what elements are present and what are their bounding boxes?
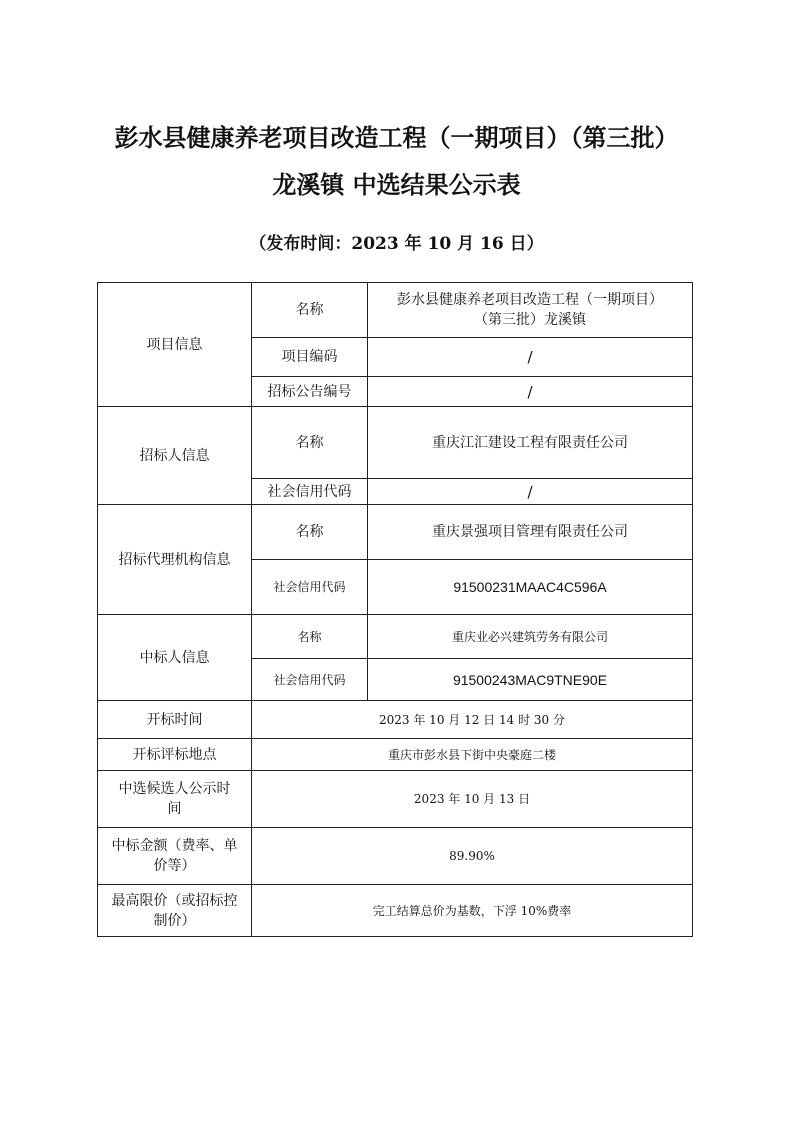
section-agency: 招标代理机构信息 — [98, 505, 252, 615]
project-name-line1: 彭水县健康养老项目改造工程（一期项目） — [397, 292, 663, 308]
table-row — [98, 407, 693, 479]
open-time-value: 2023 年 10 月 12 日 14 时 30 分 — [252, 701, 693, 739]
table-row — [98, 701, 693, 739]
project-name-label: 名称 — [252, 283, 368, 338]
agency-name-value: 重庆景强项目管理有限责任公司 — [368, 505, 693, 560]
price-limit-value: 完工结算总价为基数，下浮 10%费率 — [252, 885, 693, 937]
amount-label-line1: 中标金额（费率、单 — [111, 838, 238, 854]
table-row — [98, 505, 693, 560]
section-tenderer: 招标人信息 — [98, 407, 252, 505]
agency-credit-value: 91500231MAAC4C596A — [368, 560, 693, 615]
project-code-value: / — [368, 338, 693, 377]
notice-number-label: 招标公告编号 — [252, 377, 368, 407]
section-project-info: 项目信息 — [98, 283, 252, 407]
table-row — [98, 739, 693, 771]
publicity-time-label — [98, 771, 252, 828]
publish-date: （发布时间：2023 年 10 月 16 日） — [249, 234, 544, 254]
winner-name-value: 重庆业必兴建筑劳务有限公司 — [368, 615, 693, 659]
tenderer-credit-label: 社会信用代码 — [252, 479, 368, 505]
limit-label-line2: 制价） — [153, 912, 196, 929]
table-row — [98, 771, 693, 828]
project-name-line2: （第三批）龙溪镇 — [474, 312, 586, 328]
agency-credit-label: 社会信用代码 — [252, 560, 368, 615]
amount-label-line2: 价等） — [153, 858, 196, 874]
publicity-time-value: 2023 年 10 月 13 日 — [252, 771, 693, 828]
section-winner: 中标人信息 — [98, 615, 252, 701]
tenderer-name-label: 名称 — [252, 407, 368, 479]
result-table — [97, 282, 693, 937]
price-limit-label — [98, 885, 252, 937]
limit-label-line1: 最高限价（或招标控 — [111, 892, 238, 909]
table-row — [98, 283, 693, 338]
table-row — [98, 615, 693, 659]
bid-amount-label — [98, 828, 252, 885]
project-code-label: 项目编码 — [252, 338, 368, 377]
table-row — [98, 828, 693, 885]
document-title-line1: 彭水县健康养老项目改造工程（一期项目）（第三批） — [114, 124, 679, 152]
tenderer-name-value: 重庆江汇建设工程有限责任公司 — [368, 407, 693, 479]
winner-credit-value: 91500243MAC9TNE90E — [368, 659, 693, 701]
project-name-value — [368, 283, 693, 338]
notice-number-value: / — [368, 377, 693, 407]
tenderer-credit-value: / — [368, 479, 693, 505]
open-time-label: 开标时间 — [98, 701, 252, 739]
table-row — [98, 885, 693, 937]
publicity-label-line1: 中选候选人公示时 — [118, 781, 231, 797]
publicity-label-line2: 间 — [167, 801, 182, 817]
location-value: 重庆市彭水县下街中央豪庭二楼 — [252, 739, 693, 771]
document-title-line2: 龙溪镇 中选结果公示表 — [272, 171, 521, 199]
bid-amount-value: 89.90% — [252, 828, 693, 885]
winner-name-label: 名称 — [252, 615, 368, 659]
winner-credit-label: 社会信用代码 — [252, 659, 368, 701]
location-label: 开标评标地点 — [98, 739, 252, 771]
agency-name-label: 名称 — [252, 505, 368, 560]
